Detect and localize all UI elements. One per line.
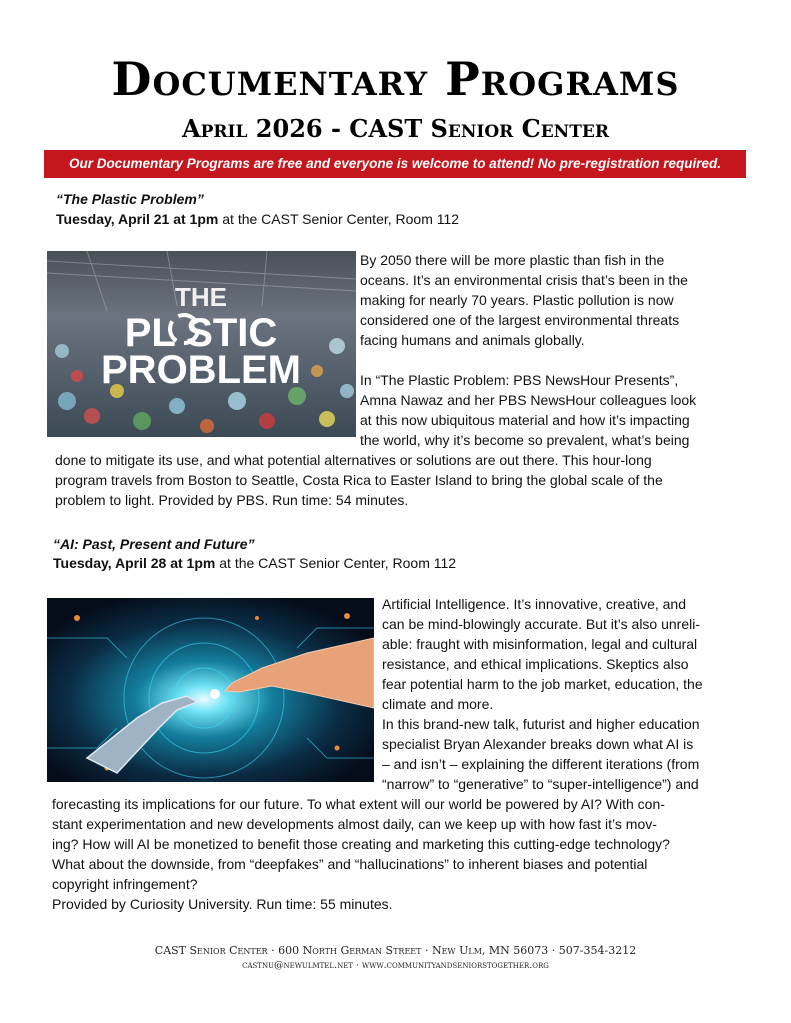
program2-description-side (382, 594, 762, 794)
text-line: done to mitigate its use, and what potential alternatives or solutions are out there. This hour-long (55, 452, 652, 468)
free-admission-banner: Our Documentary Programs are free and everyone is welcome to attend! No pre-registration required. (44, 150, 746, 178)
text-line: ing? How will AI be monetized to benefit those creating and marketing this cutting-edge technology? (52, 836, 670, 852)
plastic-problem-image (47, 251, 356, 437)
text-line: oceans. It’s an environmental crisis that’s been in the (360, 272, 688, 288)
footer-contact: castnu@newulmtel.net · www.communityandseniorstogether.org (242, 960, 549, 971)
text-line: copyright infringement? (52, 876, 198, 892)
plastic-problem-artwork (47, 251, 356, 437)
program2-title: “AI: Past, Present and Future” (53, 536, 255, 552)
text-line: stant experimentation and new developments almost daily, can we keep up with how fast it’s mov- (52, 816, 657, 832)
text-line: able: fraught with misinformation, legal and cultural (382, 636, 698, 652)
text-line: fear potential harm to the job market, education, the (382, 676, 703, 692)
text-line: climate and more. (382, 696, 494, 712)
text-line: – and isn’t – explaining the different iterations (from (382, 756, 700, 772)
program2-description-full (52, 794, 762, 914)
text-line: Artificial Intelligence. It’s innovative, creative, and (382, 596, 687, 612)
program1-description-full (55, 450, 755, 510)
ai-hands-image (47, 598, 374, 782)
text-line: the world, why it’s become so prevalent, what’s being (360, 432, 690, 448)
footer-address: CAST Senior Center · 600 North German Street · New Ulm, MN 56073 · 507-354-3212 (154, 944, 637, 957)
text-line: considered one of the largest environmental threats (360, 312, 680, 328)
text-line: facing humans and animals globally. (360, 332, 585, 348)
text-line: Provided by Curiosity University. Run time: 55 minutes. (52, 896, 393, 912)
program1-schedule (56, 210, 459, 228)
text-line: Amna Nawaz and her PBS NewsHour colleagues look (360, 392, 697, 408)
text-line: resistance, and ethical implications. Skeptics also (382, 656, 689, 672)
text-line: In this brand-new talk, futurist and higher education (382, 716, 700, 732)
program1-description-side (360, 250, 750, 450)
text-line: specialist Bryan Alexander breaks down what AI is (382, 736, 694, 752)
program2-schedule (53, 554, 456, 572)
text-line: “narrow” to “generative” to “super-intelligence”) and (382, 776, 699, 792)
text-line: program travels from Boston to Seattle, Costa Rica to Easter Island to bring the global scale of the (55, 472, 663, 488)
text-line: can be mind-blowingly accurate. But it’s also unreli- (382, 616, 701, 632)
program2-location: at the CAST Senior Center, Room 112 (215, 555, 457, 571)
plastic-image-title-top: THE (175, 282, 227, 312)
text-line: problem to light. Provided by PBS. Run time: 54 minutes. (55, 492, 409, 508)
program1-date: Tuesday, April 21 at 1pm (56, 211, 219, 227)
text-line: In “The Plastic Problem: PBS NewsHour Presents”, (360, 372, 679, 388)
text-line: making for nearly 70 years. Plastic pollution is now (360, 292, 674, 308)
ai-hands-artwork (47, 598, 374, 782)
program1-location: at the CAST Senior Center, Room 112 (218, 211, 460, 227)
program2-date: Tuesday, April 28 at 1pm (53, 555, 216, 571)
plastic-image-title-bottom: PROBLEM (101, 348, 301, 392)
text-line: at this now ubiquitous material and how it’s impacting (360, 412, 690, 428)
text-line: By 2050 there will be more plastic than fish in the (360, 252, 665, 268)
page-title: Documentary Programs (111, 52, 680, 106)
program1-title: “The Plastic Problem” (56, 191, 204, 207)
text-line: What about the downside, from “deepfakes” and “hallucinations” to inherent biases and potential (52, 856, 648, 872)
plastic-image-title-mid: PL STIC (124, 311, 278, 355)
text-line: forecasting its implications for our future. To what extent will our world be powered by AI? With con- (52, 796, 665, 812)
page-subtitle: April 2026 - CAST Senior Center (182, 114, 609, 143)
